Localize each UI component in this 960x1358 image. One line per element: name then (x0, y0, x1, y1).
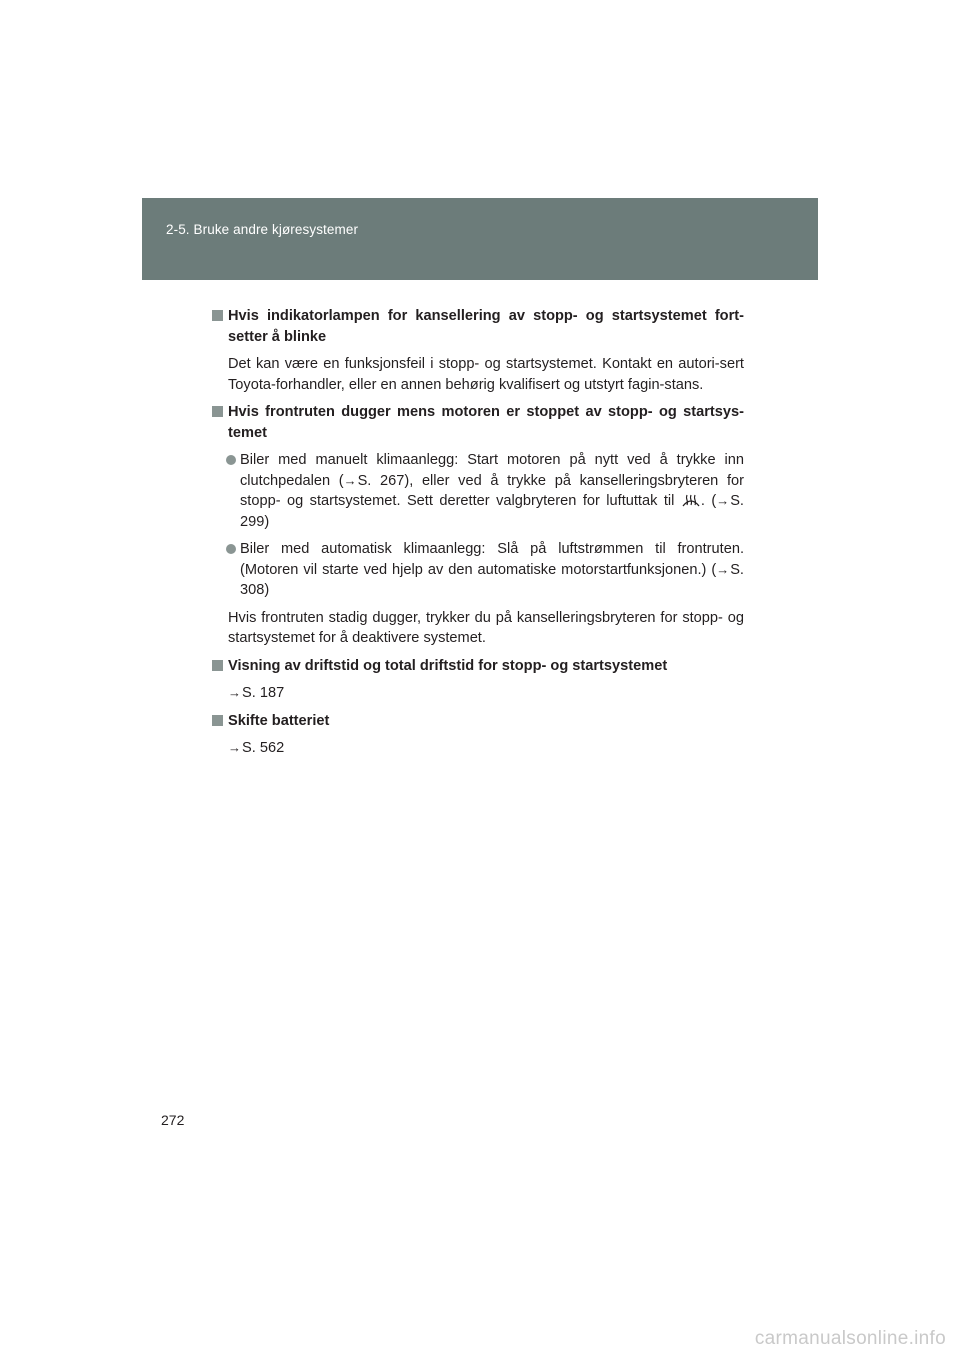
page-number: 272 (161, 1112, 185, 1128)
section-heading-operating-time: Visning av driftstid og total driftstid for stopp- og startsystemet (212, 656, 744, 677)
section-heading-replace-battery: Skifte batteriet (212, 711, 744, 732)
page-reference-link[interactable]: S. 267 (357, 472, 405, 489)
page-reference-link[interactable]: S. 187 (242, 685, 285, 701)
list-item-manual-ac: Biler med manuelt klimaanlegg: Start motoren på nytt ved å trykke inn clutchpedalen (→S. 267), eller ved å trykke på kanselleringsbryteren for stopp- og startsystemet. Sett deretter valgbryteren for luftuttak til . (→S. 299) (212, 450, 744, 532)
section-paragraph: Det kan være en funksjonsfeil i stopp- og startsystemet. Kontakt en autori-sert Toyota-forhandler, eller en annen behørig kvalifisert og utstyrt fagin-stans. (228, 356, 744, 393)
page-reference (212, 738, 744, 759)
square-bullet-icon (212, 660, 223, 671)
section-heading-windshield-fog: Hvis frontruten dugger mens motoren er stoppet av stopp- og startsys-temet (212, 402, 744, 443)
page-reference-link[interactable]: S. 308 (240, 561, 744, 598)
header-band (142, 198, 818, 280)
section-title: 2-5. Bruke andre kjøresystemer (166, 222, 359, 237)
page-content (212, 306, 744, 766)
arrow-right-icon: → (228, 740, 241, 755)
round-bullet-icon (226, 544, 236, 554)
watermark: carmanualsonline.info (754, 1328, 946, 1349)
arrow-right-icon: → (343, 472, 357, 488)
windshield-defroster-icon (681, 493, 701, 508)
square-bullet-icon (212, 715, 223, 726)
arrow-right-icon: → (228, 685, 241, 700)
page-reference-link[interactable]: S. 562 (242, 740, 285, 756)
arrow-right-icon: → (716, 561, 730, 577)
section-heading-indicator-blinking: Hvis indikatorlampen for kansellering av stopp- og startsystemet fort-setter å blinke (212, 306, 744, 347)
page-reference (212, 683, 744, 704)
page-reference-link[interactable]: S. 299 (240, 493, 744, 530)
square-bullet-icon (212, 310, 223, 321)
section-paragraph: Hvis frontruten stadig dugger, trykker du på kanselleringsbryteren for stopp- og startsystemet for å deaktivere systemet. (228, 609, 744, 646)
arrow-right-icon: → (716, 493, 730, 508)
list-item-automatic-ac: Biler med automatisk klimaanlegg: Slå på luftstrømmen til frontruten. (Motoren vil starte ved hjelp av den automatiske motorstartfunksjonen.) (→S. 308) (212, 539, 744, 601)
round-bullet-icon (226, 455, 236, 465)
square-bullet-icon (212, 406, 223, 417)
